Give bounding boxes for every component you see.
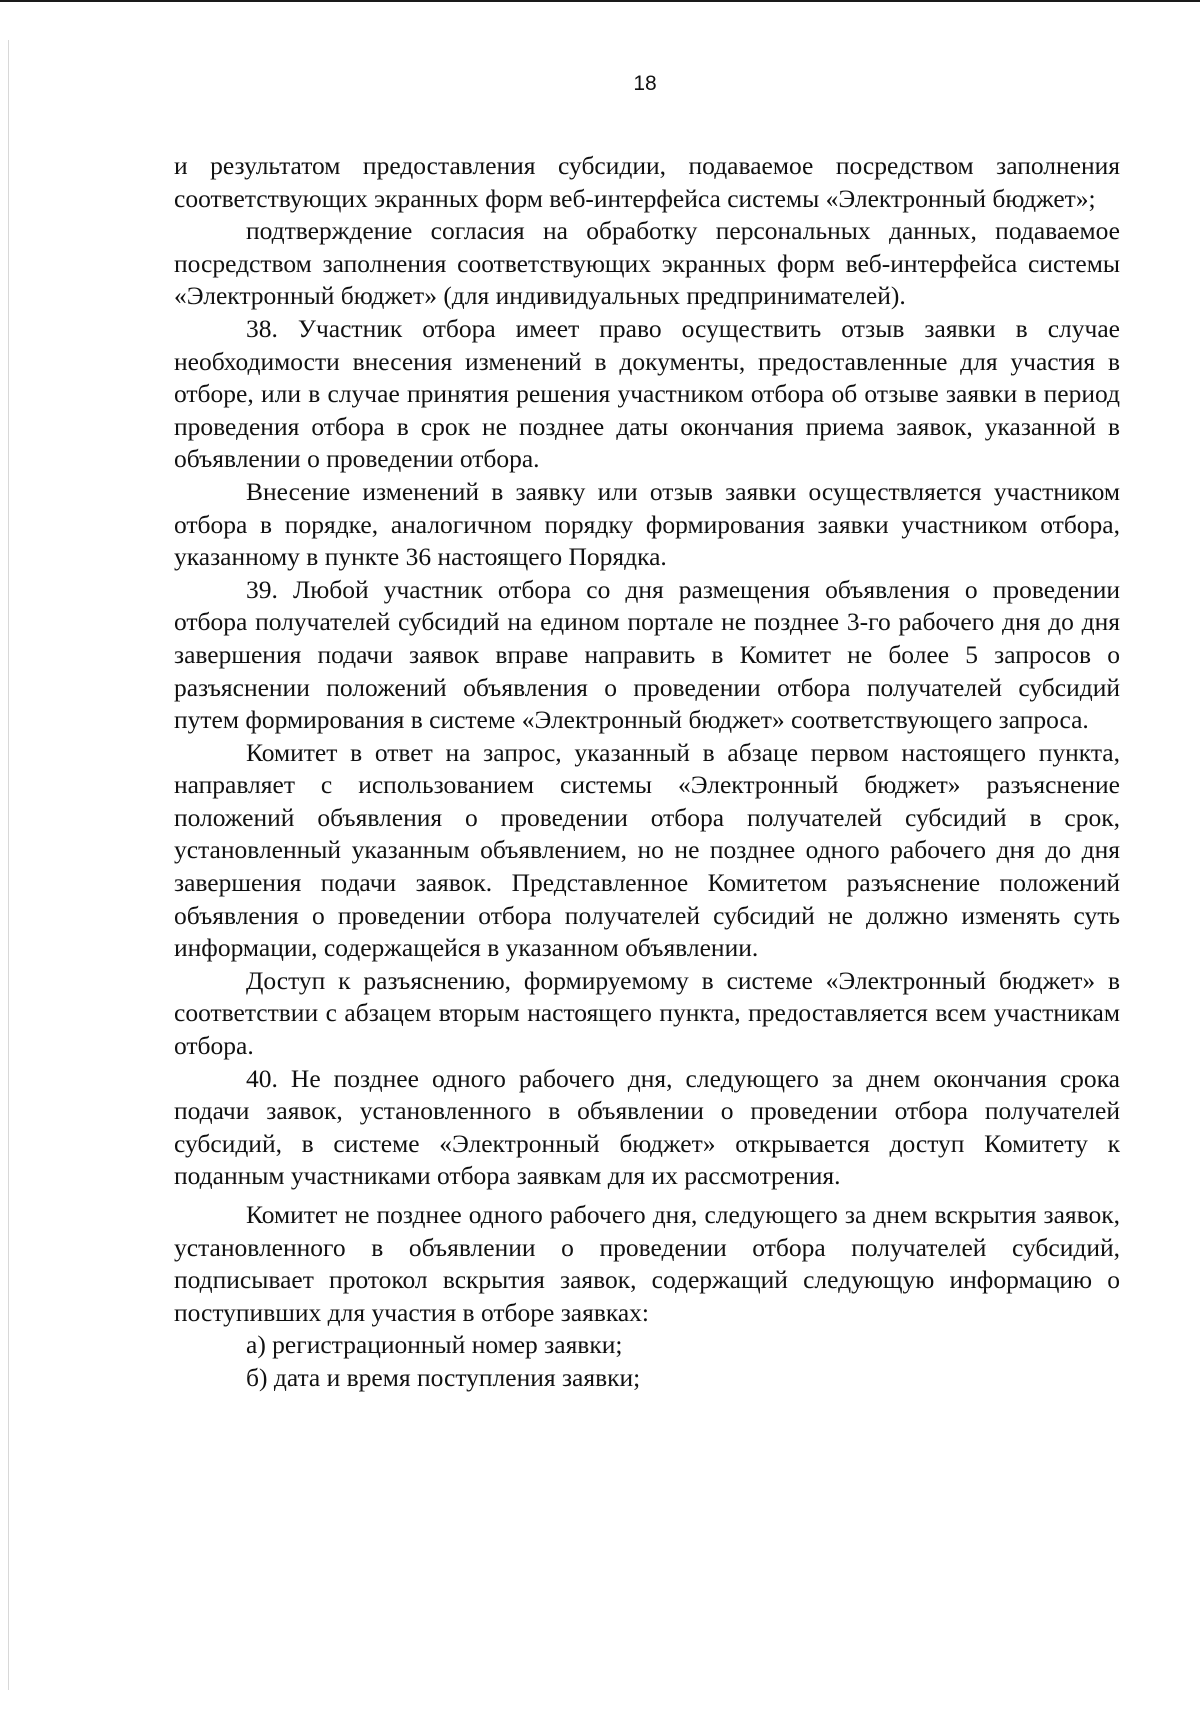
paragraph-38-changes: Внесение изменений в заявку или отзыв заявки осуществляется участником отбора в порядке, аналогичном порядку формирования заявки участником отбора, указанному в пункте 36 настоящего Порядка. [174, 476, 1120, 572]
paragraph-38: 38. Участник отбора имеет право осуществить отзыв заявки в случае необходимости внесения изменений в документы, предоставленные для участия в отборе, или в случае принятия решения участником отбора об отзыве заявки в период проведения отбора в срок не позднее даты окончания приема заявок, указанной в объявлении о проведении отбора. [174, 313, 1120, 474]
list-item-b: б) дата и время поступления заявки; [246, 1362, 641, 1392]
paragraph-continuation: и результатом предоставления субсидии, подаваемое посредством заполнения соответствующих экранных форм веб-интерфейса системы «Электронный бюджет»; [174, 151, 1120, 213]
scan-top-edge [0, 0, 1200, 2]
document-body [174, 150, 1120, 1395]
page-number: 18 [633, 72, 657, 95]
paragraph-39-access: Доступ к разъяснению, формируемому в системе «Электронный бюджет» в соответствии с абзацем вторым настоящего пункта, предоставляется всем участникам отбора. [174, 965, 1120, 1061]
paragraph-39: 39. Любой участник отбора со дня размещения объявления о проведении отбора получателей субсидий на едином портале не позднее 3-го рабочего дня до дня завершения подачи заявок вправе направить в Комитет не более 5 запросов о разъяснении положений объявления о проведении отбора получателей субсидий путем формирования в системе «Электронный бюджет» соответствующего запроса. [174, 574, 1120, 735]
paragraph-consent: подтверждение согласия на обработку персональных данных, подаваемое посредством заполнения соответствующих экранных форм веб-интерфейса системы «Электронный бюджет» (для индивидуальных предпринимателей). [174, 216, 1120, 311]
paragraph-40: 40. Не позднее одного рабочего дня, следующего за днем окончания срока подачи заявок, установленного в объявлении о проведении отбора получателей субсидий, в системе «Электронный бюджет» открывается доступ Комитету к поданным участниками отбора заявкам для их рассмотрения. [174, 1063, 1120, 1191]
scan-left-edge [8, 40, 9, 1690]
paragraph-39-response: Комитет в ответ на запрос, указанный в абзаце первом настоящего пункта, направляет с использованием системы «Электронный бюджет» разъяснение положений объявления о проведении отбора получателей субсидий в срок, установленный указанным объявлением, но не позднее одного рабочего дня до дня завершения подачи заявок. Представленное Комитетом разъяснение положений объявления о проведении отбора получателей субсидий не должно изменять суть информации, содержащейся в указанном объявлении. [174, 737, 1120, 963]
list-item-a: а) регистрационный номер заявки; [246, 1330, 623, 1360]
paragraph-40-protocol: Комитет не позднее одного рабочего дня, следующего за днем вскрытия заявок, установленного в объявлении о проведении отбора получателей субсидий, подписывает протокол вскрытия заявок, содержащий следующую информацию о поступивших для участия в отборе заявках: [174, 1200, 1120, 1327]
